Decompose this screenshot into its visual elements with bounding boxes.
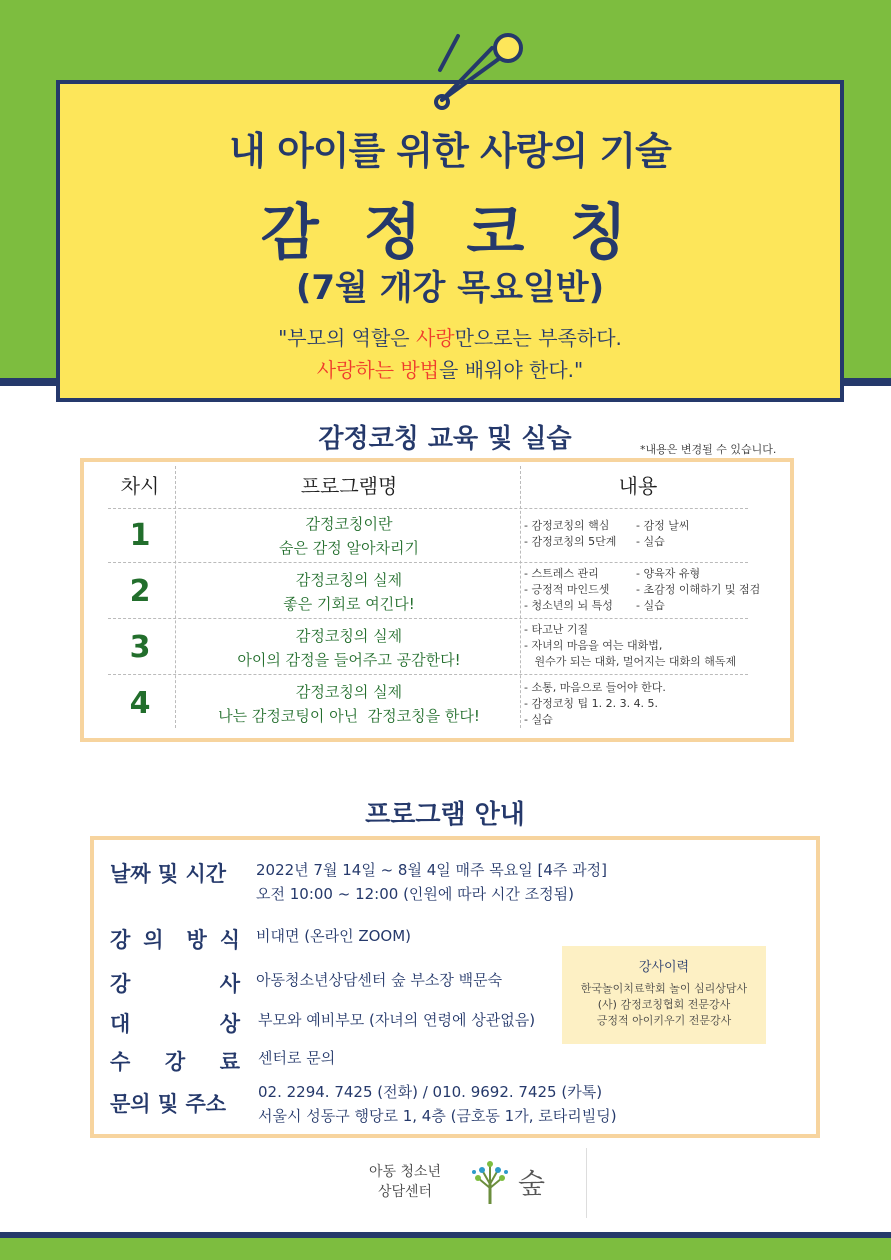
label-char: 상 [219,1012,240,1036]
page-subtitle: 내 아이를 위한 사랑의 기술 [229,129,671,173]
method-label [110,924,240,954]
address-line: 서울시 성동구 행당로 1, 4층 (금호동 1가, 로타리빌딩) [258,1107,617,1125]
label-char: 강 [164,1050,186,1074]
time-line: 오전 10:00 ~ 12:00 (인원에 따라 시간 조정됨) [256,885,574,903]
safety-pin-icon [430,30,530,115]
column-divider [520,466,521,728]
label-char: 료 [219,1050,240,1074]
row-divider [108,508,748,509]
career-line: 한국놀이치료학회 놀이 심리상담사 [580,982,748,995]
content-item: - 자녀의 마음을 여는 대화법, [524,639,663,652]
row-name-line: 좋은 기회로 여긴다! [283,595,415,613]
row-content [524,518,784,550]
date-value [256,858,607,906]
row-name-line: 감정코칭의 실제 [295,571,403,589]
logo-line: 상담센터 [377,1184,433,1200]
row-name-line: 숨은 감정 알아차리기 [279,539,419,557]
content-item: 원수가 되는 대화, 멀어지는 대화의 해독제 [524,655,737,668]
row-name-line: 나는 감정코팅이 아닌 감정코칭을 한다! [218,707,480,725]
page-title: 감 정 코 칭 [260,198,640,268]
content-item: - 청소년의 뇌 특성 [524,599,613,612]
quote-line-1 [56,322,844,354]
quote-text: 만으로는 부족하다. [454,326,622,350]
page-title-detail: (7월 개강 목요일반) [295,268,605,308]
row-name [180,624,518,672]
date-line: 2022년 7월 14일 ~ 8월 4일 매주 목요일 [4주 과정] [256,861,607,879]
row-content [524,680,784,728]
row-name [180,568,518,616]
row-name-line: 감정코칭의 실제 [295,627,403,645]
header-session: 차시 [120,474,160,498]
method-value: 비대면 (온라인 ZOOM) [256,927,412,945]
footer-divider [586,1148,587,1218]
logo-character: 숲 [518,1167,546,1200]
row-number: 2 [129,574,151,609]
label-char: 수 [110,1050,131,1074]
row-name-line: 감정코칭의 실제 [295,683,403,701]
center-logo [350,1158,570,1208]
label-char: 식 [219,928,240,952]
tree-icon [466,1158,514,1206]
row-divider [108,618,748,619]
fee-value: 센터로 문의 [258,1049,336,1067]
column-divider [175,466,176,728]
header-content: 내용 [618,474,658,498]
contact-label: 문의 및 주소 [110,1092,227,1116]
contact-value [258,1080,617,1128]
row-divider [108,674,748,675]
content-item: - 실습 [524,713,553,726]
row-name [180,680,518,728]
content-item: - 소통, 마음으로 들어야 한다. [524,681,666,694]
row-number: 1 [129,518,151,553]
row-content [524,566,784,614]
curriculum-title: 감정코칭 교육 및 실습 [318,424,572,454]
row-name [180,512,518,560]
target-value: 부모와 예비부모 (자녀의 연령에 상관없음) [258,1011,536,1029]
logo-line: 아동 청소년 [368,1164,442,1180]
phone-line: 02. 2294. 7425 (전화) / 010. 9692. 7425 (카톡) [258,1083,603,1101]
row-name-line: 아이의 감정을 들어주고 공감한다! [237,651,461,669]
quote [56,322,844,386]
target-label [110,1008,240,1038]
content-item: - 스트레스 관리 [524,567,599,580]
content-item: - 실습 [636,599,665,612]
date-label: 날짜 및 시간 [110,862,227,886]
quote-highlight: 사랑 [415,326,455,350]
quote-highlight: 사랑하는 방법 [316,358,440,382]
green-footer-band [0,1238,891,1260]
career-title: 강사이력 [638,960,690,975]
career-line: 긍정적 아이키우기 전문강사 [596,1014,732,1027]
quote-text: "부모의 역할은 [278,326,416,350]
content-item: - 긍정적 마인드셋 [524,583,610,596]
program-title: 프로그램 안내 [365,800,525,830]
content-item: - 양육자 유형 [636,567,701,580]
label-char: 대 [110,1012,131,1036]
instructor-label [110,968,240,998]
row-name-line: 감정코칭이란 [305,515,393,533]
label-char: 강 [110,972,131,996]
content-item: - 감정코칭의 5단계 [524,535,617,548]
content-item: - 실습 [636,535,665,548]
content-item: - 감정코칭 팁 1. 2. 3. 4. 5. [524,697,659,710]
content-item: - 타고난 기질 [524,623,589,636]
label-char: 의 [143,928,164,952]
instructor-career-box [562,946,766,1044]
career-line: (사) 감정코칭협회 전문강사 [597,998,731,1011]
instructor-value: 아동청소년상담센터 숲 부소장 백문숙 [256,971,503,989]
label-char: 사 [219,972,240,996]
label-char: 강 [110,928,131,952]
row-number: 3 [129,630,151,665]
content-item: - 감정코칭의 핵심 [524,519,610,532]
row-divider [108,562,748,563]
quote-text: 을 배워야 한다." [439,358,584,382]
content-item: - 감정 날씨 [636,519,690,532]
logo-text [350,1162,460,1202]
content-item: - 초감정 이해하기 및 점검 [636,583,761,596]
change-note: *내용은 변경될 수 있습니다. [640,443,777,456]
quote-line-2 [56,354,844,386]
fee-label [110,1046,240,1076]
row-content [524,622,784,670]
row-number: 4 [129,686,151,721]
label-char: 방 [186,928,207,952]
header-program: 프로그램명 [300,474,398,498]
